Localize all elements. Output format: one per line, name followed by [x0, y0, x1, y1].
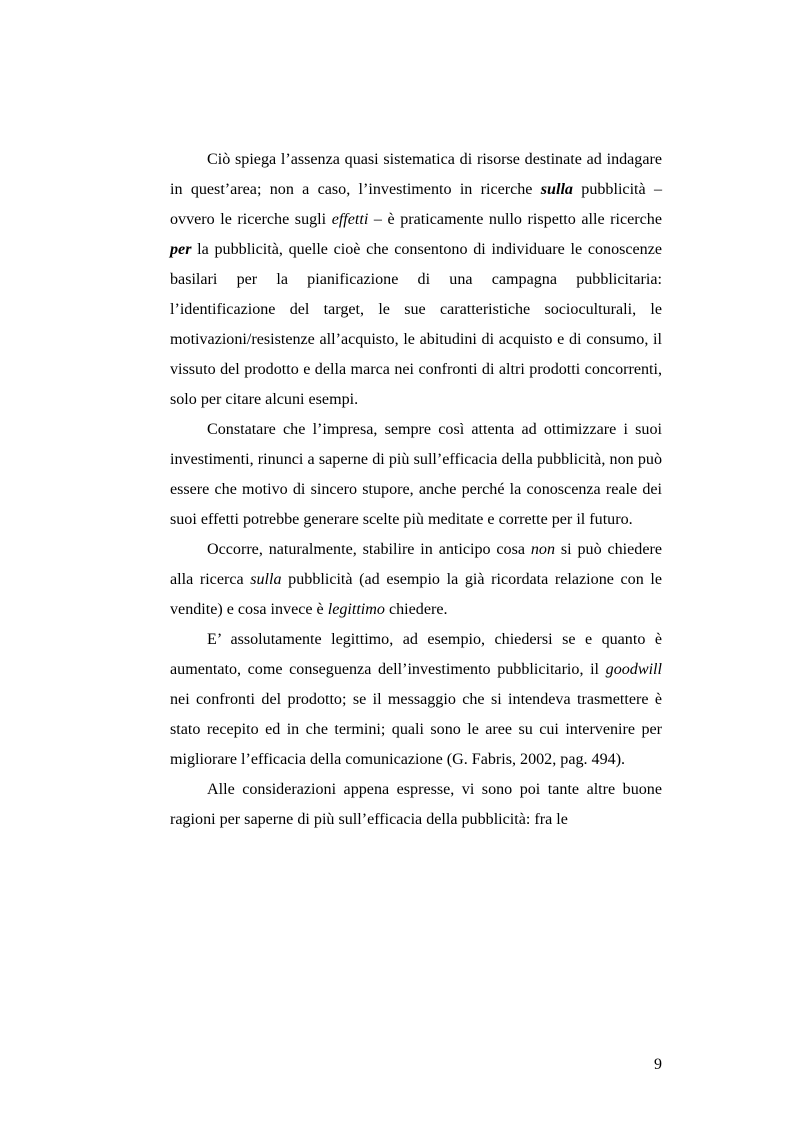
text-run: E’ assolutamente legittimo, ad esempio, chiedersi se e quanto è aumentato, come conseguenza dell’investimento pubblicitario, il	[170, 631, 662, 678]
text-run: sulla	[540, 181, 573, 198]
paragraph-5	[170, 775, 662, 835]
text-run: chiedere.	[384, 601, 448, 618]
text-run: la pubblicità, quelle cioè che consentono di individuare le conoscenze basilari per la pianificazione di una campagna pubblicitaria: l’identificazione del target, le sue caratteristiche socioculturali, le motivazioni/resistenze all’acquisto, le abitudini di acquisto e di consumo, il vissuto del prodotto e della marca nei confronti di altri prodotti concorrenti, solo per citare alcuni esempi.	[170, 241, 662, 408]
text-run: Occorre, naturalmente, stabilire in anticipo cosa	[207, 541, 531, 558]
paragraph-2	[170, 415, 662, 535]
page-number: 9	[654, 1056, 662, 1073]
body-text	[170, 145, 662, 835]
text-run: si può chiedere alla ricerca	[170, 541, 662, 588]
text-run: – è praticamente nullo rispetto alle ricerche	[368, 211, 662, 228]
text-run: goodwill	[605, 661, 662, 678]
text-run: sulla	[250, 571, 282, 588]
text-run: effetti	[331, 211, 369, 228]
text-run: Ciò spiega l’assenza quasi sistematica di risorse destinate ad indagare in quest’area; non a caso, l’investimento in ricerche	[170, 151, 662, 198]
text-run: per	[170, 241, 192, 258]
paragraph-3	[170, 535, 662, 625]
text-run: nei confronti del prodotto; se il messaggio che si intendeva trasmettere è stato recepito ed in che termini; quali sono le aree su cui intervenire per migliorare l’efficacia della comunicazione (G. Fabris, 2002, pag. 494).	[170, 691, 662, 768]
text-run: legittimo	[327, 601, 385, 618]
text-run: Alle considerazioni appena espresse, vi sono poi tante altre buone ragioni per saperne di più sull’efficacia della pubblicità: fra le	[170, 781, 662, 828]
paragraph-1	[170, 145, 662, 415]
text-run: pubblicità – ovvero le ricerche sugli	[170, 181, 663, 228]
paragraph-4	[170, 625, 662, 775]
text-run: non	[530, 541, 556, 558]
text-run: Constatare che l’impresa, sempre così attenta ad ottimizzare i suoi investimenti, rinunci a saperne di più sull’efficacia della pubblicità, non può essere che motivo di sincero stupore, anche perché la conoscenza reale dei suoi effetti potrebbe generare scelte più meditate e corrette per il futuro.	[170, 421, 662, 528]
text-run: pubblicità (ad esempio la già ricordata relazione con le vendite) e cosa invece è	[170, 571, 662, 618]
